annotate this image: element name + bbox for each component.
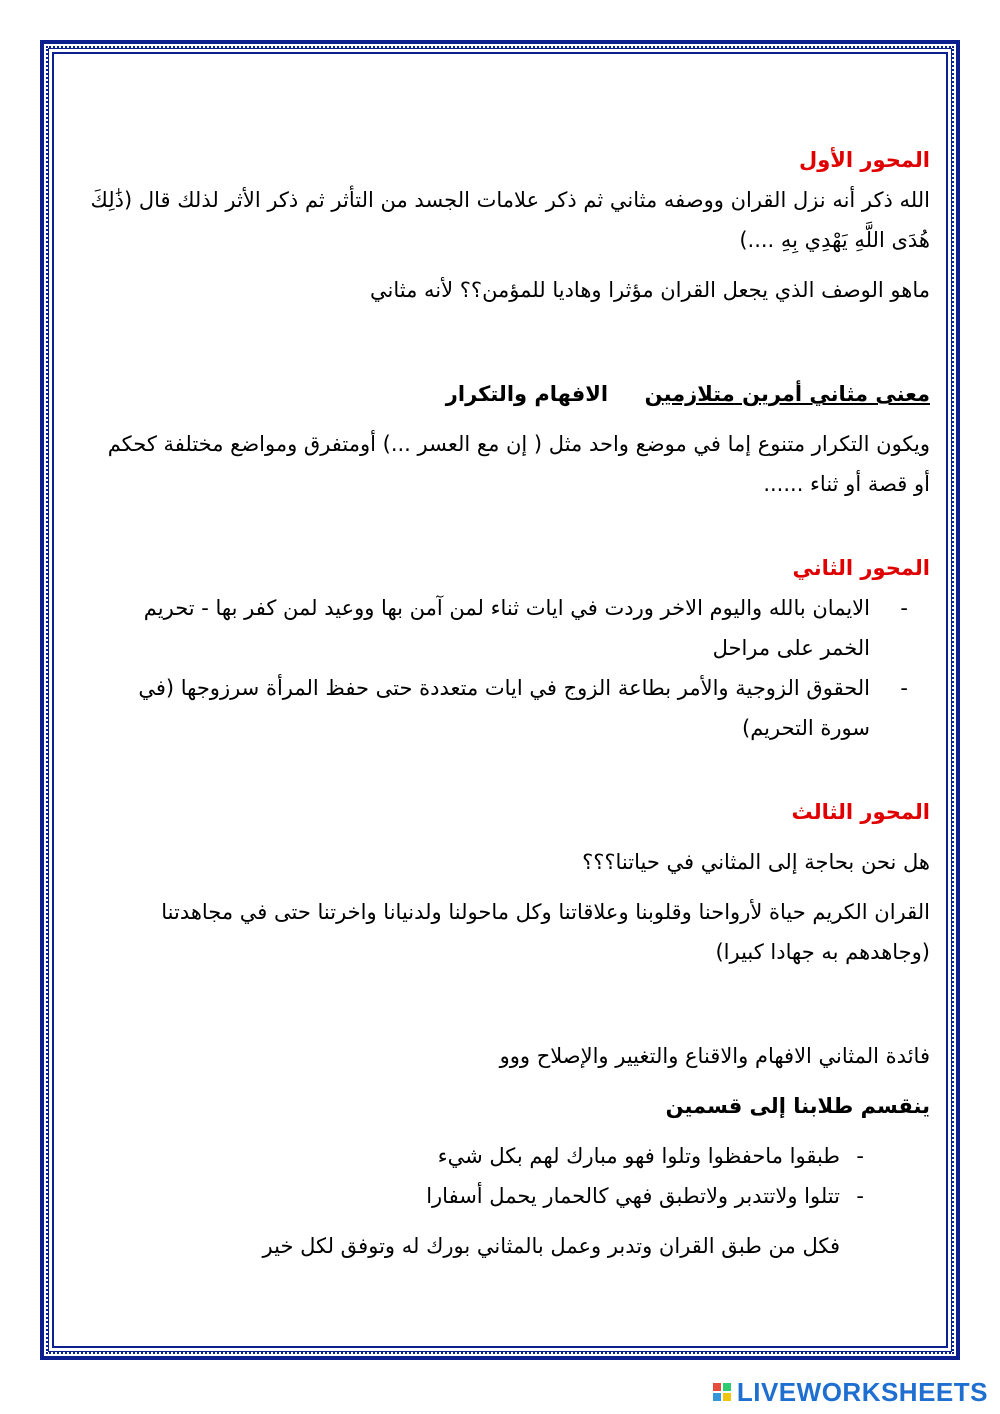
benefit-text: فائدة المثاني الافهام والاقناع والتغيير والإصلاح ووو xyxy=(499,1044,930,1068)
worksheet-content xyxy=(90,140,930,1266)
liveworksheets-logo xyxy=(713,1378,988,1406)
divide-list xyxy=(90,1136,930,1216)
section3-heading: المحور الثالث xyxy=(791,800,930,824)
section3-question: هل نحن بحاجة إلى المثاني في حياتنا؟؟؟ xyxy=(582,850,930,874)
meaning-title-main: معنى مثاني أمرين متلازمين xyxy=(644,382,930,406)
section1-heading: المحور الأول xyxy=(799,148,930,172)
list-item: - الايمان بالله واليوم الاخر وردت في ايات ثناء لمن آمن بها ووعيد لمن كفر بها - تحريم الخمر على مراحل xyxy=(90,588,870,668)
logo-text: LIVEWORKSHEETS xyxy=(736,1376,988,1407)
section2-list xyxy=(90,588,930,748)
list-item: - الحقوق الزوجية والأمر بطاعة الزوج في ايات متعددة حتى حفظ المرأة سرزوجها (في سورة التحريم) xyxy=(90,668,870,748)
section2-heading: المحور الثاني xyxy=(792,556,930,580)
conclusion-text: فكل من طبق القران وتدبر وعمل بالمثاني بورك له وتوفق لكل خير xyxy=(262,1234,840,1258)
list-item: - تتلوا ولاتتدبر ولاتطبق فهي كالحمار يحمل أسفارا xyxy=(90,1176,840,1216)
meaning-title-sub: الافهام والتكرار xyxy=(445,382,609,406)
meaning-text: ويكون التكرار متنوع إما في موضع واحد مثل ( إن مع العسر ...) أومتفرق ومواضع مختلفة كحكم أو قصة أو ثناء ...... xyxy=(107,432,930,496)
list-item: - طبقوا ماحفظوا وتلوا فهو مبارك لهم بكل شيء xyxy=(90,1136,840,1176)
meaning-title xyxy=(90,374,930,414)
section1-paragraph: الله ذكر أنه نزل القران ووصفه مثاني ثم ذكر علامات الجسد من التأثر ثم ذكر الأثر لذلك قال (ذَٰلِكَ هُدَى اللَّهِ يَهْدِي بِهِ ....) xyxy=(90,188,930,252)
section1-question: ماهو الوصف الذي يجعل القران مؤثرا وهاديا للمؤمن؟؟ لأنه مثاني xyxy=(370,278,930,302)
section3-text: القران الكريم حياة لأرواحنا وقلوبنا وعلاقاتنا وكل ماحولنا ولدنيانا واخرتنا حتى في مجاهدتنا (وجاهدهم به جهادا كبيرا) xyxy=(161,900,930,964)
logo-mark-icon xyxy=(713,1383,731,1401)
divide-title: ينقسم طلابنا إلى قسمين xyxy=(665,1094,930,1118)
